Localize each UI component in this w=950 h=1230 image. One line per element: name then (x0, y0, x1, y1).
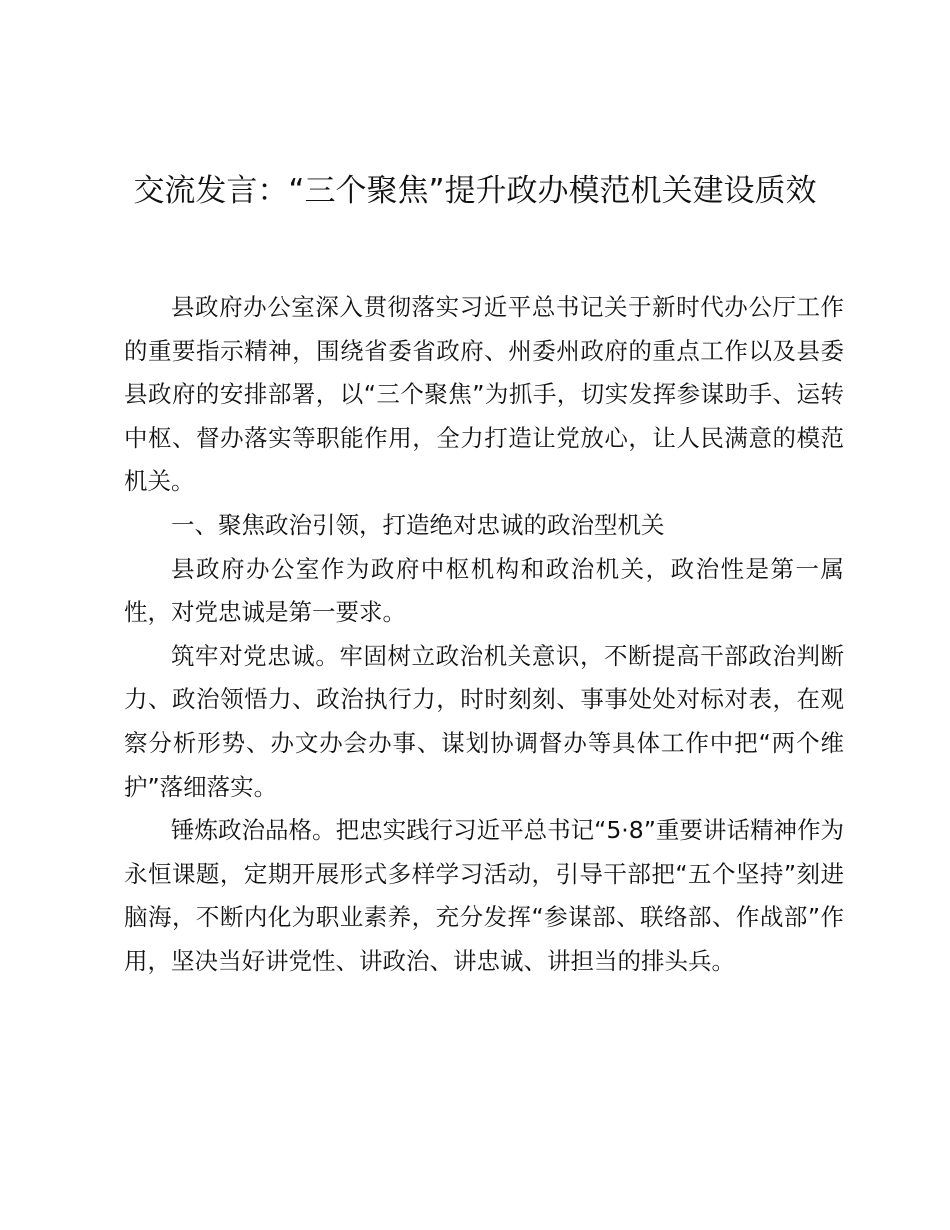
section-heading: 一、聚焦政治引领，打造绝对忠诚的政治型机关 (171, 510, 665, 539)
intro-paragraph: 县政府办公室深入贯彻落实习近平总书记关于新时代办公厅工作的重要指示精神，围绕省委省政府、州委州政府的重点工作以及县委县政府的安排部署，以“三个聚焦”为抓手，切实发挥参谋助手、运转中枢、督办落实等职能作用，全力打造让党放心，让人民满意的模范机关。 (124, 293, 844, 496)
document-title: 交流发言：“三个聚焦”提升政办模范机关建设质效 (133, 173, 817, 209)
loyalty-paragraph: 筑牢对党忠诚。牢固树立政治机关意识，不断提高干部政治判断力、政治领悟力、政治执行力，时时刻刻、事事处处对标对表，在观察分析形势、办文办会办事、谋划协调督办等具体工作中把“两个维护”落细落实。 (124, 641, 844, 801)
character-paragraph: 锤炼政治品格。把忠实践行习近平总书记“5·8”重要讲话精神作为永恒课题，定期开展形式多样学习活动，引导干部把“五个坚持”刻进脑海，不断内化为职业素养，充分发挥“参谋部、联络部、作战部”作用，坚决当好讲党性、讲政治、讲忠诚、讲担当的排头兵。 (124, 816, 844, 975)
document-body (124, 286, 844, 984)
section-intro-paragraph: 县政府办公室作为政府中枢机构和政治机关，政治性是第一属性，对党忠诚是第一要求。 (124, 554, 844, 627)
